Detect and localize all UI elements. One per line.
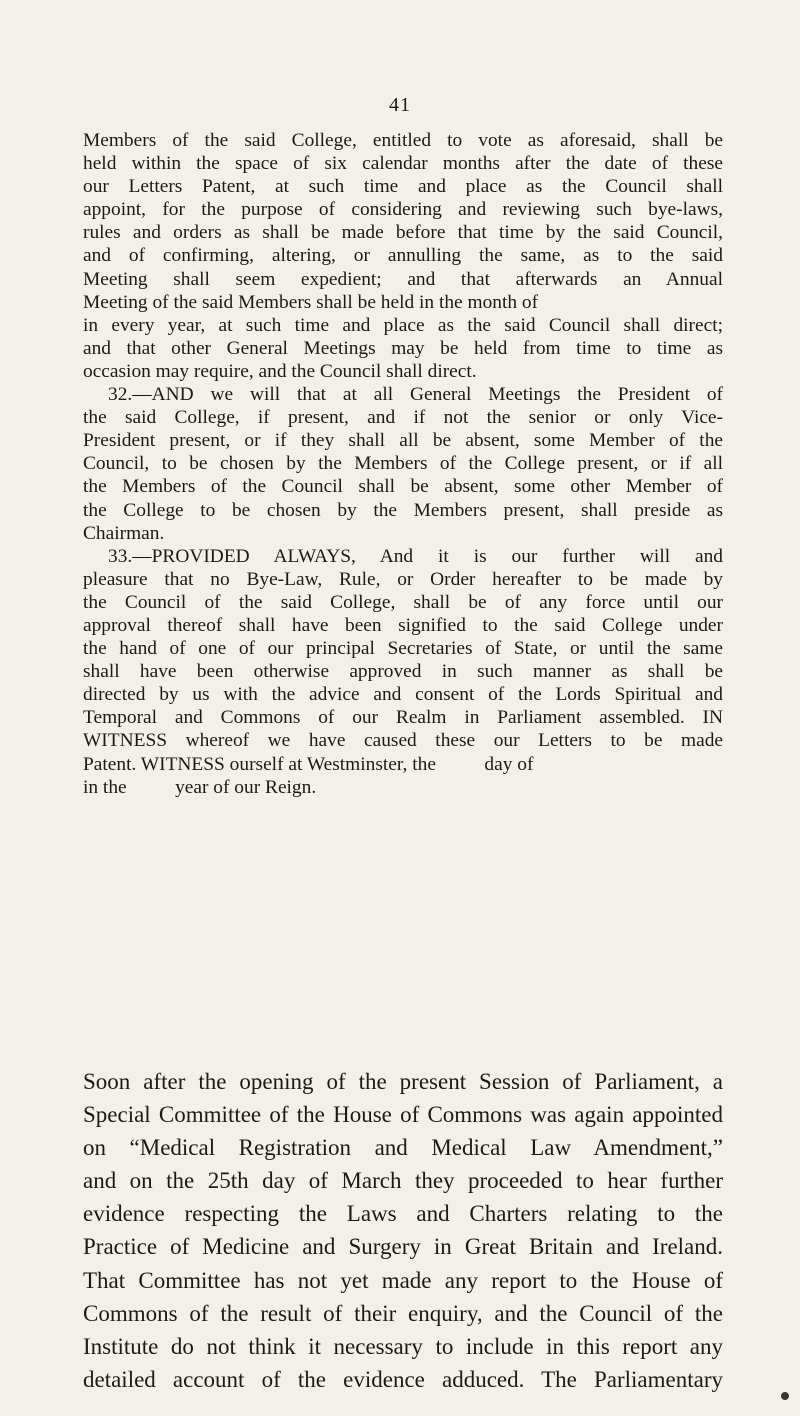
- charter-text: [83, 129, 723, 799]
- text-line: the Council of the said College, shall be of any force until our: [83, 591, 723, 613]
- text-line: pleasure that no Bye-Law, Rule, or Order hereafter to be made by: [83, 568, 723, 590]
- text-line: Meeting of the said Members shall be held in the month of: [83, 291, 539, 313]
- text-line: shall have been otherwise approved in such manner as shall be: [83, 661, 723, 683]
- paragraph-33-start: 33.—PROVIDED ALWAYS, And it is our further will and: [108, 545, 723, 567]
- text-line: evidence respecting the Laws and Charters relating to the: [83, 1201, 723, 1227]
- text-line: appoint, for the purpose of considering and reviewing such bye-laws,: [83, 199, 723, 221]
- text-line: occasion may require, and the Council shall direct.: [83, 360, 477, 382]
- text-line: and on the 25th day of March they proceeded to hear further: [83, 1168, 723, 1194]
- page-number: 41: [389, 94, 411, 116]
- text-line: in the year of our Reign.: [83, 776, 317, 798]
- text-line: Practice of Medicine and Surgery in Great Britain and Ireland.: [83, 1234, 723, 1260]
- text-line: rules and orders as shall be made before that time by the said Council,: [83, 222, 723, 244]
- report-paragraph: [83, 1065, 723, 1396]
- text-line: Chairman.: [83, 522, 165, 544]
- text-line: held within the space of six calendar months after the date of these: [83, 153, 723, 175]
- text-line: the Members of the Council shall be absent, some other Member of: [83, 476, 723, 498]
- text-line: Temporal and Commons of our Realm in Parliament assembled. IN: [83, 707, 723, 729]
- text-line: WITNESS whereof we have caused these our Letters to be made: [83, 730, 723, 752]
- text-line: and of confirming, altering, or annulling the same, as to the said: [83, 245, 723, 267]
- text-line: Council, to be chosen by the Members of the College present, or if all: [83, 453, 723, 475]
- text-line: Soon after the opening of the present Session of Parliament, a: [83, 1069, 723, 1094]
- text-line: President present, or if they shall all be absent, some Member of the: [83, 430, 723, 452]
- text-line: That Committee has not yet made any report to the House of: [83, 1267, 723, 1293]
- text-line: the hand of one of our principal Secretaries of State, or until the same: [83, 638, 723, 660]
- text-line: in every year, at such time and place as the said Council shall direct;: [83, 314, 723, 336]
- text-line: and that other General Meetings may be held from time to time as: [83, 337, 723, 359]
- text-line: Members of the said College, entitled to vote as aforesaid, shall be: [83, 130, 723, 151]
- text-line: Special Committee of the House of Commons was again appointed: [83, 1102, 723, 1128]
- text-line: on “Medical Registration and Medical Law Amendment,”: [83, 1135, 723, 1161]
- text-line: detailed account of the evidence adduced. The Parliamentary: [83, 1366, 723, 1392]
- text-line: the said College, if present, and if not the senior or only Vice-: [83, 407, 723, 429]
- text-line: Institute do not think it necessary to include in this report any: [83, 1333, 723, 1359]
- text-line: approval thereof shall have been signified to the said College under: [83, 614, 723, 636]
- text-line: directed by us with the advice and consent of the Lords Spiritual and: [83, 684, 723, 706]
- ink-speck: [780, 1391, 791, 1402]
- paragraph-32-start: 32.—AND we will that at all General Meetings the President of: [108, 384, 723, 406]
- text-line: the College to be chosen by the Members present, shall preside as: [83, 499, 723, 521]
- text-line: Commons of the result of their enquiry, and the Council of the: [83, 1300, 723, 1326]
- text-line: our Letters Patent, at such time and place as the Council shall: [83, 176, 723, 198]
- text-line: Meeting shall seem expedient; and that afterwards an Annual: [83, 268, 723, 290]
- text-line: Patent. WITNESS ourself at Westminster, the day of: [83, 753, 534, 775]
